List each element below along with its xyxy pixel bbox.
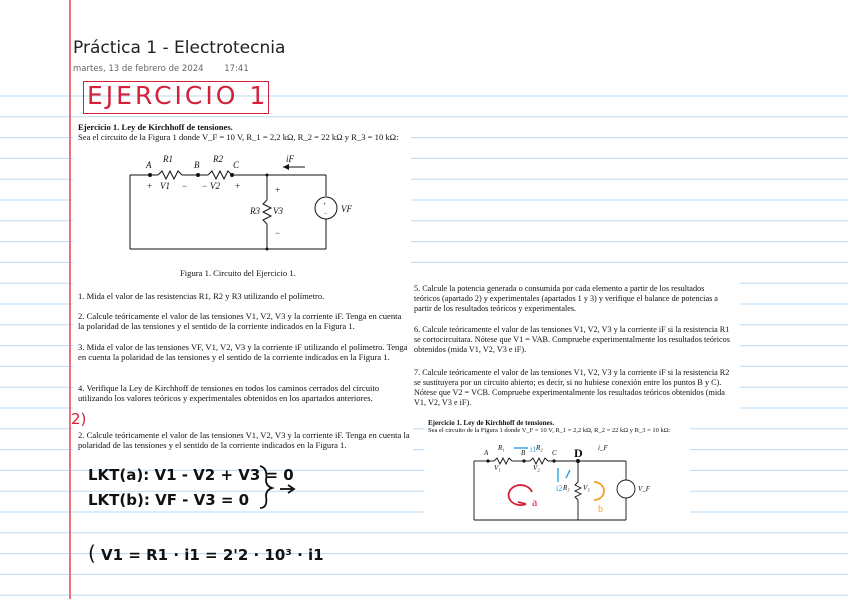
sign-plus-a: +: [147, 181, 153, 191]
heading-text: EJERCICIO 1: [87, 81, 269, 110]
sign-minus-b2: −: [202, 181, 208, 191]
sign-plus-r3: +: [275, 185, 281, 195]
exercise-intro: Sea el circuito de la Figura 1 donde V_F = 10 V, R_1 = 2,2 kΩ, R_2 = 22 kΩ y R_3 = 10 kΩ:: [78, 132, 399, 142]
item-6: 6. Calcule teóricamente el valor de las tensiones V1, V2, V3 y la corriente iF si la resistencia R1 se cortocircuitara. Nótese que V1 = VAB. Compruebe experimentalmente los resultados teóricos obtenidos (mida V1, V2, V3 e iF).: [414, 325, 730, 354]
sign-plus-c: +: [235, 181, 241, 191]
svg-text:R₁: R₁: [498, 444, 505, 452]
lkt-a-equation: LKT(a): V1 - V2 + V3 = 0: [88, 466, 294, 484]
page-datetime: [73, 64, 249, 74]
circuit-figure: [120, 148, 370, 258]
brace-icon: [256, 462, 306, 512]
r3-label: R3: [250, 206, 260, 216]
svg-text:+: +: [323, 202, 327, 208]
page-date: martes, 13 de febrero de 2024: [73, 64, 204, 74]
figure-caption: Figura 1. Circuito del Ejercicio 1.: [180, 268, 296, 278]
svg-text:C: C: [552, 449, 557, 457]
if-label: iF: [286, 154, 294, 164]
node-d-label: D: [574, 446, 583, 460]
node-b-label: B: [194, 160, 200, 170]
item-1: 1. Mida el valor de las resistencias R1, R2 y R3 utilizando el polímetro.: [78, 291, 325, 301]
small-circuit-figure: [470, 438, 680, 524]
svg-text:R₂: R₂: [536, 444, 543, 452]
small-exercise-title: Ejercicio 1. Ley de Kirchhoff de tensiones.: [428, 419, 555, 427]
node-c-label: C: [233, 160, 240, 170]
small-exercise-intro: Sea el circuito de la Figura 1 donde V_F = 10 V, R_1 = 2,2 kΩ, R_2 = 22 kΩ y R_3 = 10 kΩ:: [428, 427, 671, 434]
sign-minus-r3: −: [275, 228, 281, 238]
item-3: 3. Mida el valor de las tensiones VF, V1, V2, V3 y la corriente iF utilizando el polímetro. Tenga en cuenta la polaridad de las tensiones y el sentido de la corriente indicados en la Figura 1.: [78, 342, 408, 363]
svg-text:R₃: R₃: [563, 484, 570, 492]
sign-minus-b: −: [182, 181, 188, 191]
vf-label: VF: [341, 204, 352, 214]
svg-text:B: B: [521, 449, 526, 457]
i2-label: i2: [556, 484, 563, 493]
page-title: Práctica 1 - Electrotecnia: [73, 38, 286, 58]
v2-label: V2: [210, 181, 220, 191]
r1-label: R1: [163, 154, 173, 164]
r2-label: R2: [213, 154, 223, 164]
section-2-text: 2. Calcule teóricamente el valor de las tensiones V1, V2, V3 y la corriente iF. Tenga en cuenta la polaridad de las tensiones y el sentido de la corriente indicados en la Figura 1.: [78, 430, 410, 451]
section-2-marker: 2): [71, 410, 87, 428]
v3-label: V3: [273, 206, 283, 216]
lkt-b-equation: LKT(b): VF - V3 = 0: [88, 491, 250, 509]
item-7: 7. Calcule teóricamente el valor de las tensiones V1, V2, V3 y la corriente iF si la resistencia R2 se sustituyera por un circuito abierto; es decir, si no hubiese conexión entre los puntos B y C). Nótese que V2 = VCB. Compruebe experimentalmente los resultados teóricos obtenidos (mida V1, V2, V3 e iF).: [414, 368, 730, 407]
svg-text:A: A: [484, 449, 489, 457]
loop-b-label: b: [598, 504, 603, 515]
page-time: 17:41: [224, 64, 249, 74]
loop-a-label: a: [532, 495, 538, 509]
item-2: 2. Calcule teóricamente el valor de las tensiones V1, V2, V3 y la corriente iF. Tenga en cuenta la polaridad de las tensiones y el sentido de la corriente indicados en la Figura 1.: [78, 311, 402, 332]
node-a-label: A: [146, 160, 152, 170]
svg-text:V₂: V₂: [533, 464, 540, 472]
v1-equation: ( V1 = R1 · i1 = 2'2 · 10³ · i1: [88, 541, 324, 565]
margin-line: [69, 0, 71, 599]
svg-text:V_F: V_F: [638, 485, 651, 493]
i1-label: i1: [530, 445, 537, 454]
exercise-title: Ejercicio 1. Ley de Kirchhoff de tensiones.: [78, 122, 233, 132]
svg-text:V₁: V₁: [494, 464, 501, 472]
svg-text:−: −: [324, 211, 328, 217]
item-4: 4. Verifique la Ley de Kirchhoff de tensiones en todos los caminos cerrados del circuito utilizando los valores teóricos y experimentales obtenidos en los apartados anteriores.: [78, 383, 380, 404]
v1-label: V1: [160, 181, 170, 191]
item-5: 5. Calcule la potencia generada o consumida por cada elemento a partir de los resultados teóricos (apartado 2) y experimentales (apartados 1 y 3) y verifique el balance de potencias a partir de los resultados teóricos y experimentales.: [414, 284, 718, 313]
svg-text:i_F: i_F: [598, 444, 608, 452]
svg-text:V₃: V₃: [583, 484, 590, 492]
